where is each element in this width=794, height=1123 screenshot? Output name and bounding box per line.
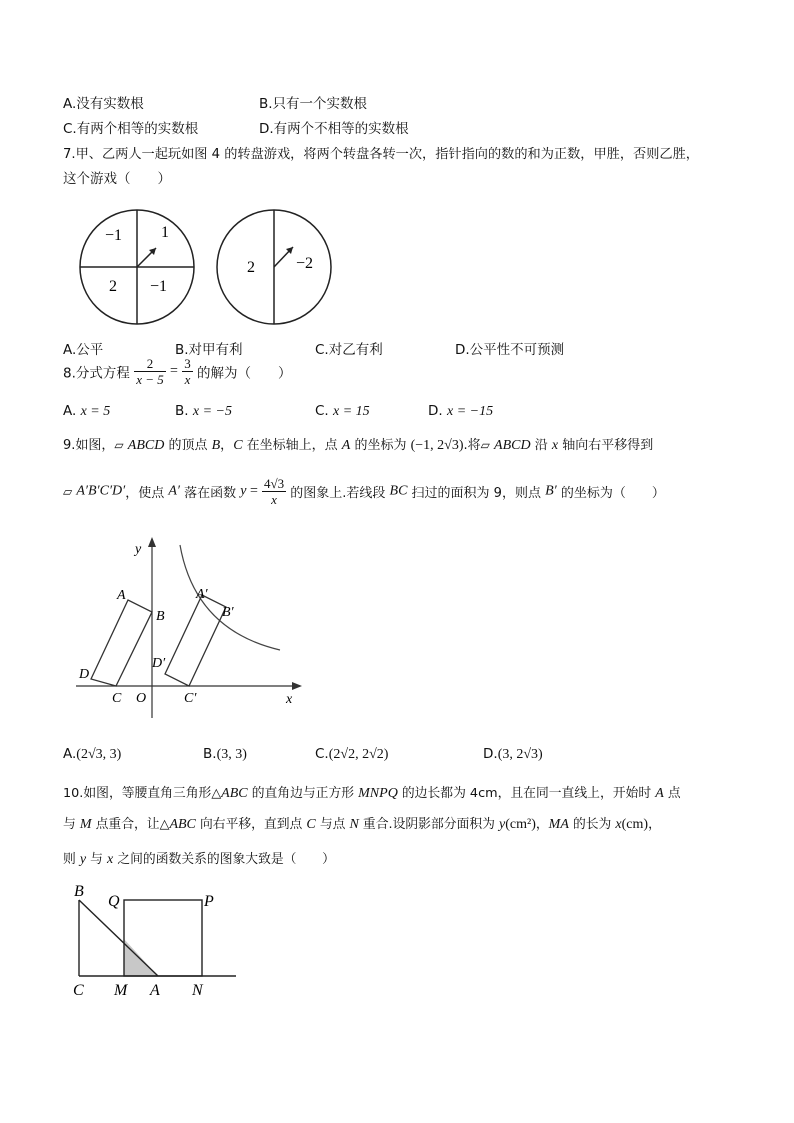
svg-text:y: y [135, 542, 142, 557]
q10-stem-line1: 10.如图，等腰直角三角形△ABC 的直角边与正方形 MNPQ 的边长都为 4cm，且在同一直线上，开始时 A 点 [63, 786, 681, 801]
svg-text:N: N [192, 982, 203, 999]
q8-fraction-left: $\frac{2}{x - 5}$ [136, 356, 164, 387]
q8-stem [63, 356, 292, 387]
svg-text:C′: C′ [184, 691, 197, 706]
q9-coordinate-figure [70, 535, 305, 720]
q10-translation-figure [68, 880, 248, 1000]
svg-text:P: P [204, 893, 214, 910]
svg-text:Q: Q [108, 893, 120, 910]
spinner-left [80, 210, 194, 324]
q8-option-a: A. x = 5 [63, 403, 111, 419]
q10-stem-line3: 则 y 与 x 之间的函数关系的图象大致是（ ） [63, 852, 335, 867]
q8-option-c: C. x = 15 [315, 403, 370, 419]
svg-text:B′: B′ [222, 605, 234, 620]
q9-option-c: C.(2√2, 2√2) [315, 746, 389, 762]
q7-option-b: B.对甲有利 [175, 342, 243, 358]
q7-option-c: C.对乙有利 [315, 342, 383, 358]
q6-option-a: A.没有实数根 [63, 96, 144, 112]
q9-option-a: A.(2√3, 3) [63, 746, 122, 762]
q6-option-b: B.只有一个实数根 [259, 96, 368, 112]
q9-option-b: B.(3, 3) [203, 746, 247, 762]
spinner1-label-tl: −1 [105, 227, 123, 244]
q8-option-b: B. x = −5 [175, 403, 232, 419]
spinner1-label-br: −1 [150, 278, 168, 295]
q6-option-c: C.有两个相等的实数根 [63, 121, 199, 137]
q6-option-d: D.有两个不相等的实数根 [259, 121, 409, 137]
q7-option-d: D.公平性不可预测 [455, 342, 565, 358]
spinner-right [217, 210, 331, 324]
q9-stem-line1: 9.如图，▱ ABCD 的顶点 B，C 在坐标轴上，点 A 的坐标为 (−1, 2√3).将▱ ABCD 沿 x 轴向右平移得到 [63, 438, 654, 453]
svg-text:A: A [117, 588, 126, 603]
svg-text:O: O [136, 691, 147, 706]
q9-stem-line2: ▱ A′B′C′D′，使点 A′ 落在函数 y = $\frac{4√3}{x}$ 的图象上.若线段 BC 扫过的面积为 9，则点 B′ 的坐标为（ ） [63, 476, 665, 507]
svg-text:M: M [114, 982, 128, 999]
svg-text:C: C [112, 691, 122, 706]
svg-text:C: C [73, 982, 84, 999]
svg-text:A′: A′ [196, 587, 208, 602]
parallelogram-icon: ▱ [63, 484, 73, 499]
svg-text:A: A [150, 982, 160, 999]
spinner2-label-left: 2 [247, 259, 255, 276]
svg-text:B: B [156, 609, 165, 624]
svg-text:B: B [74, 883, 84, 900]
q8-prefix: 8.分式方程 [63, 365, 130, 382]
q8-option-d: D. x = −15 [428, 403, 494, 419]
q8-equals: = [170, 363, 178, 379]
q7-stem-line1: 7.甲、乙两人一起玩如图 4 的转盘游戏，将两个转盘各转一次，指针指向的数的和为正数，甲胜，否则乙胜， [63, 147, 699, 162]
svg-text:x: x [286, 692, 293, 707]
parallelogram-icon: ▱ [480, 438, 490, 452]
q7-stem-line2: 这个游戏（ ） [63, 171, 171, 187]
q8-fraction-right: $\frac{3}{x}$ [184, 356, 191, 387]
spinner2-label-right: −2 [296, 255, 314, 272]
q9-function-fraction: $\frac{4√3}{x}$ [263, 476, 285, 507]
spinner1-label-bl: 2 [109, 278, 117, 295]
spinner1-label-tr: 1 [161, 224, 169, 241]
q8-suffix: 的解为（ ） [197, 365, 292, 382]
q10-stem-line2: 与 M 点重合，让△ABC 向右平移，直到点 C 与点 N 重合.设阴影部分面积为 y(cm²)，MA 的长为 x(cm)， [63, 817, 661, 832]
svg-text:D′: D′ [152, 656, 166, 671]
q9-option-d: D.(3, 2√3) [483, 746, 543, 762]
q7-option-a: A.公平 [63, 342, 104, 358]
q7-spinners-figure [70, 205, 340, 330]
svg-text:D: D [79, 667, 90, 682]
parallelogram-icon: ▱ [114, 438, 124, 452]
